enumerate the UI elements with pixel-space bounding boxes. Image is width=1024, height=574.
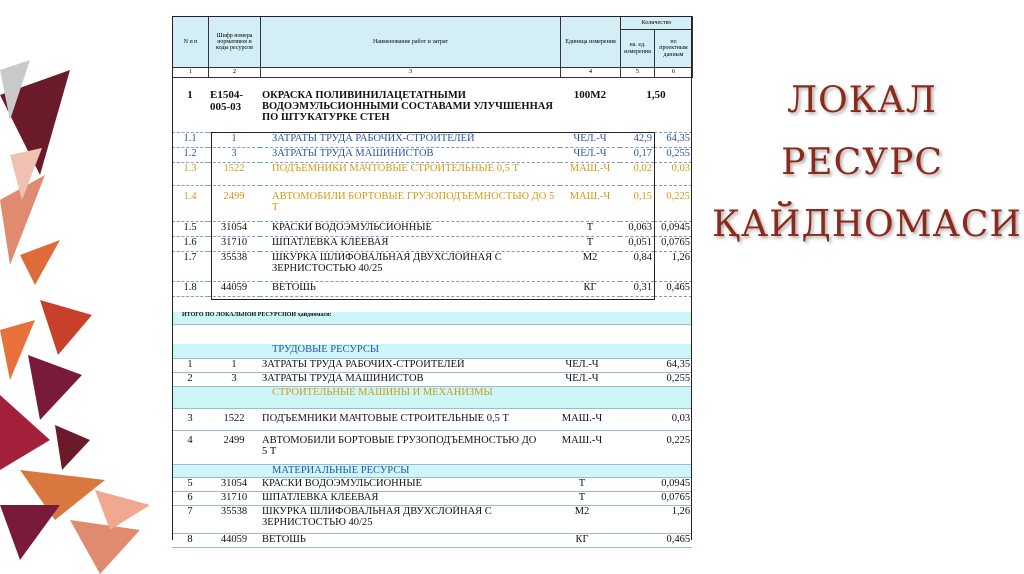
header-index: 5 — [621, 68, 655, 78]
row-num: 1.2 — [172, 147, 208, 162]
row-per-unit: 0,17 — [620, 147, 654, 162]
row-per-unit: 42,9 — [620, 132, 654, 147]
header-index: 3 — [261, 68, 561, 78]
row-code: 1522 — [208, 408, 260, 430]
row-per-unit: 0,15 — [620, 185, 654, 221]
row-num: 2 — [172, 372, 208, 386]
row-name: АВТОМОБИЛИ БОРТОВЫЕ ГРУЗОПОДЪЕМНОСТЬЮ ДО 5 Т — [260, 430, 544, 464]
row-total: 0,225 — [654, 430, 692, 464]
header-quantity: Количество — [621, 17, 693, 30]
row-num: 1.7 — [172, 251, 208, 281]
main-item-num: 1 — [172, 90, 208, 132]
row-num: 1.4 — [172, 185, 208, 221]
row-total: 0,255 — [654, 147, 692, 162]
title-line-2: РЕСУРС — [781, 142, 943, 183]
table-header — [172, 16, 693, 78]
row-unit: Т — [544, 477, 620, 491]
table-row — [172, 132, 692, 147]
row-unit: КГ — [544, 533, 620, 547]
row-code: 3 — [208, 372, 260, 386]
row-name: ВЕТОШЬ — [260, 533, 544, 547]
row-name: ЗАТРАТЫ ТРУДА РАБОЧИХ-СТРОИТЕЛЕЙ — [260, 358, 544, 372]
table-row — [172, 533, 692, 547]
row-total: 0,03 — [654, 162, 692, 185]
table-row — [172, 147, 692, 162]
row-total: 0,465 — [654, 533, 692, 547]
row-name: ПОДЪЕМНИКИ МАЧТОВЫЕ СТРОИТЕЛЬНЫЕ 0,5 Т — [260, 408, 544, 430]
row-num: 5 — [172, 477, 208, 491]
table-row — [172, 162, 692, 185]
row-name: КРАСКИ ВОДОЭМУЛЬСИОННЫЕ — [260, 221, 560, 236]
table-row — [172, 505, 692, 533]
row-unit: Т — [560, 221, 620, 236]
row-total: 0,0765 — [654, 236, 692, 251]
row-num: 1.6 — [172, 236, 208, 251]
main-item-unit: 100М2 — [560, 90, 620, 132]
row-num: 1.8 — [172, 281, 208, 296]
header-per-unit: на. ед. измерения — [621, 30, 655, 68]
row-num: 4 — [172, 430, 208, 464]
row-total: 64,35 — [654, 358, 692, 372]
row-code: 1 — [208, 132, 260, 147]
row-total: 0,0945 — [654, 477, 692, 491]
row-per-unit: 0,84 — [620, 251, 654, 281]
row-per-unit: 0,051 — [620, 236, 654, 251]
row-per-unit: 0,02 — [620, 162, 654, 185]
table-row — [172, 491, 692, 505]
section-labor: ТРУДОВЫЕ РЕСУРСЫ — [172, 344, 692, 358]
row-name: КРАСКИ ВОДОЭМУЛЬСИОННЫЕ — [260, 477, 544, 491]
row-code: 3 — [208, 147, 260, 162]
main-item-row — [172, 90, 692, 132]
main-item-code: Е1504-005-03 — [208, 90, 260, 132]
row-num: 1.5 — [172, 221, 208, 236]
row-unit: ЧЕЛ.-Ч — [544, 372, 620, 386]
row-total: 64,35 — [654, 132, 692, 147]
row-num: 1.3 — [172, 162, 208, 185]
row-total: 0,225 — [654, 185, 692, 221]
row-total: 0,255 — [654, 372, 692, 386]
row-code: 2499 — [208, 185, 260, 221]
table-row — [172, 358, 692, 372]
row-unit: М2 — [544, 505, 620, 533]
table-row — [172, 221, 692, 236]
row-name: ШКУРКА ШЛИФОВАЛЬНАЯ ДВУХСЛОЙНАЯ С ЗЕРНИСТОСТЬЮ 40/25 — [260, 251, 560, 281]
row-code: 31054 — [208, 221, 260, 236]
row-name: ЗАТРАТЫ ТРУДА РАБОЧИХ-СТРОИТЕЛЕЙ — [260, 132, 560, 147]
row-name: ПОДЪЕМНИКИ МАЧТОВЫЕ СТРОИТЕЛЬНЫЕ 0,5 Т — [260, 162, 560, 185]
row-code: 31054 — [208, 477, 260, 491]
title-line-3: ҚАЙДНОМАСИ — [712, 204, 1022, 245]
row-total: 0,465 — [654, 281, 692, 296]
table-row — [172, 236, 692, 251]
section-machines: СТРОИТЕЛЬНЫЕ МАШИНЫ И МЕХАНИЗМЫ — [172, 386, 692, 408]
row-name: ЗАТРАТЫ ТРУДА МАШИНИСТОВ — [260, 372, 544, 386]
row-name: ЗАТРАТЫ ТРУДА МАШИНИСТОВ — [260, 147, 560, 162]
row-total: 0,0765 — [654, 491, 692, 505]
summary-table — [172, 312, 692, 548]
header-code: Шифр номера нормативов и коды ресурсов — [209, 17, 261, 68]
slide-title — [712, 70, 1022, 256]
row-unit: Т — [544, 491, 620, 505]
table-row — [172, 408, 692, 430]
row-per-unit: 0,31 — [620, 281, 654, 296]
header-index: 1 — [173, 68, 209, 78]
title-line-1: ЛОКАЛ — [787, 80, 937, 121]
row-name: ШПАТЛЕВКА КЛЕЕВАЯ — [260, 236, 560, 251]
row-code: 35538 — [208, 505, 260, 533]
row-name: ШКУРКА ШЛИФОВАЛЬНАЯ ДВУХСЛОЙНАЯ С ЗЕРНИСТОСТЬЮ 40/25 — [260, 505, 544, 533]
row-unit: М2 — [560, 251, 620, 281]
row-total: 0,0945 — [654, 221, 692, 236]
row-code: 2499 — [208, 430, 260, 464]
header-index: 6 — [655, 68, 693, 78]
summary-label: ИТОГО ПО ЛОКАЛЬНОЙ РЕСУРСНОЙ ҳайдномаси: — [172, 312, 692, 324]
row-num: 6 — [172, 491, 208, 505]
header-num: N п п — [173, 17, 209, 68]
row-code: 35538 — [208, 251, 260, 281]
header-unit: Единица измерения — [561, 17, 621, 68]
row-unit: МАШ.-Ч — [560, 185, 620, 221]
row-num: 7 — [172, 505, 208, 533]
table-row — [172, 477, 692, 491]
decorative-triangles — [0, 0, 160, 574]
row-num: 1 — [172, 358, 208, 372]
row-code: 44059 — [208, 281, 260, 296]
row-unit: МАШ.-Ч — [544, 408, 620, 430]
row-num: 1.1 — [172, 132, 208, 147]
resource-table — [172, 90, 692, 297]
row-num: 8 — [172, 533, 208, 547]
header-total: по проектным данным — [655, 30, 693, 68]
row-unit: МАШ.-Ч — [560, 162, 620, 185]
row-code: 1522 — [208, 162, 260, 185]
row-total: 1,26 — [654, 251, 692, 281]
row-name: ШПАТЛЕВКА КЛЕЕВАЯ — [260, 491, 544, 505]
row-total: 0,03 — [654, 408, 692, 430]
table-row — [172, 372, 692, 386]
table-row — [172, 251, 692, 281]
row-num: 3 — [172, 408, 208, 430]
row-name: ВЕТОШЬ — [260, 281, 560, 296]
header-index: 2 — [209, 68, 261, 78]
header-index: 4 — [561, 68, 621, 78]
row-total: 1,26 — [654, 505, 692, 533]
row-unit: КГ — [560, 281, 620, 296]
row-per-unit: 0,063 — [620, 221, 654, 236]
row-unit: Т — [560, 236, 620, 251]
row-code: 31710 — [208, 491, 260, 505]
row-name: АВТОМОБИЛИ БОРТОВЫЕ ГРУЗОПОДЪЕМНОСТЬЮ ДО 5 Т — [260, 185, 560, 221]
row-unit: ЧЕЛ.-Ч — [560, 147, 620, 162]
row-code: 31710 — [208, 236, 260, 251]
main-item-qty: 1,50 — [620, 90, 692, 132]
header-name: Наименование работ и затрат — [261, 17, 561, 68]
row-code: 1 — [208, 358, 260, 372]
main-item-name: ОКРАСКА ПОЛИВИНИЛАЦЕТАТНЫМИ ВОДОЭМУЛЬСИОННЫМИ СОСТАВАМИ УЛУЧШЕННАЯ ПО ШТУКАТУРКЕ СТЕН — [260, 90, 560, 132]
table-row — [172, 281, 692, 296]
table-row — [172, 185, 692, 221]
row-code: 44059 — [208, 533, 260, 547]
row-unit: ЧЕЛ.-Ч — [544, 358, 620, 372]
section-materials: МАТЕРИАЛЬНЫЕ РЕСУРСЫ — [172, 464, 692, 477]
row-unit: МАШ.-Ч — [544, 430, 620, 464]
table-row — [172, 430, 692, 464]
row-unit: ЧЕЛ.-Ч — [560, 132, 620, 147]
